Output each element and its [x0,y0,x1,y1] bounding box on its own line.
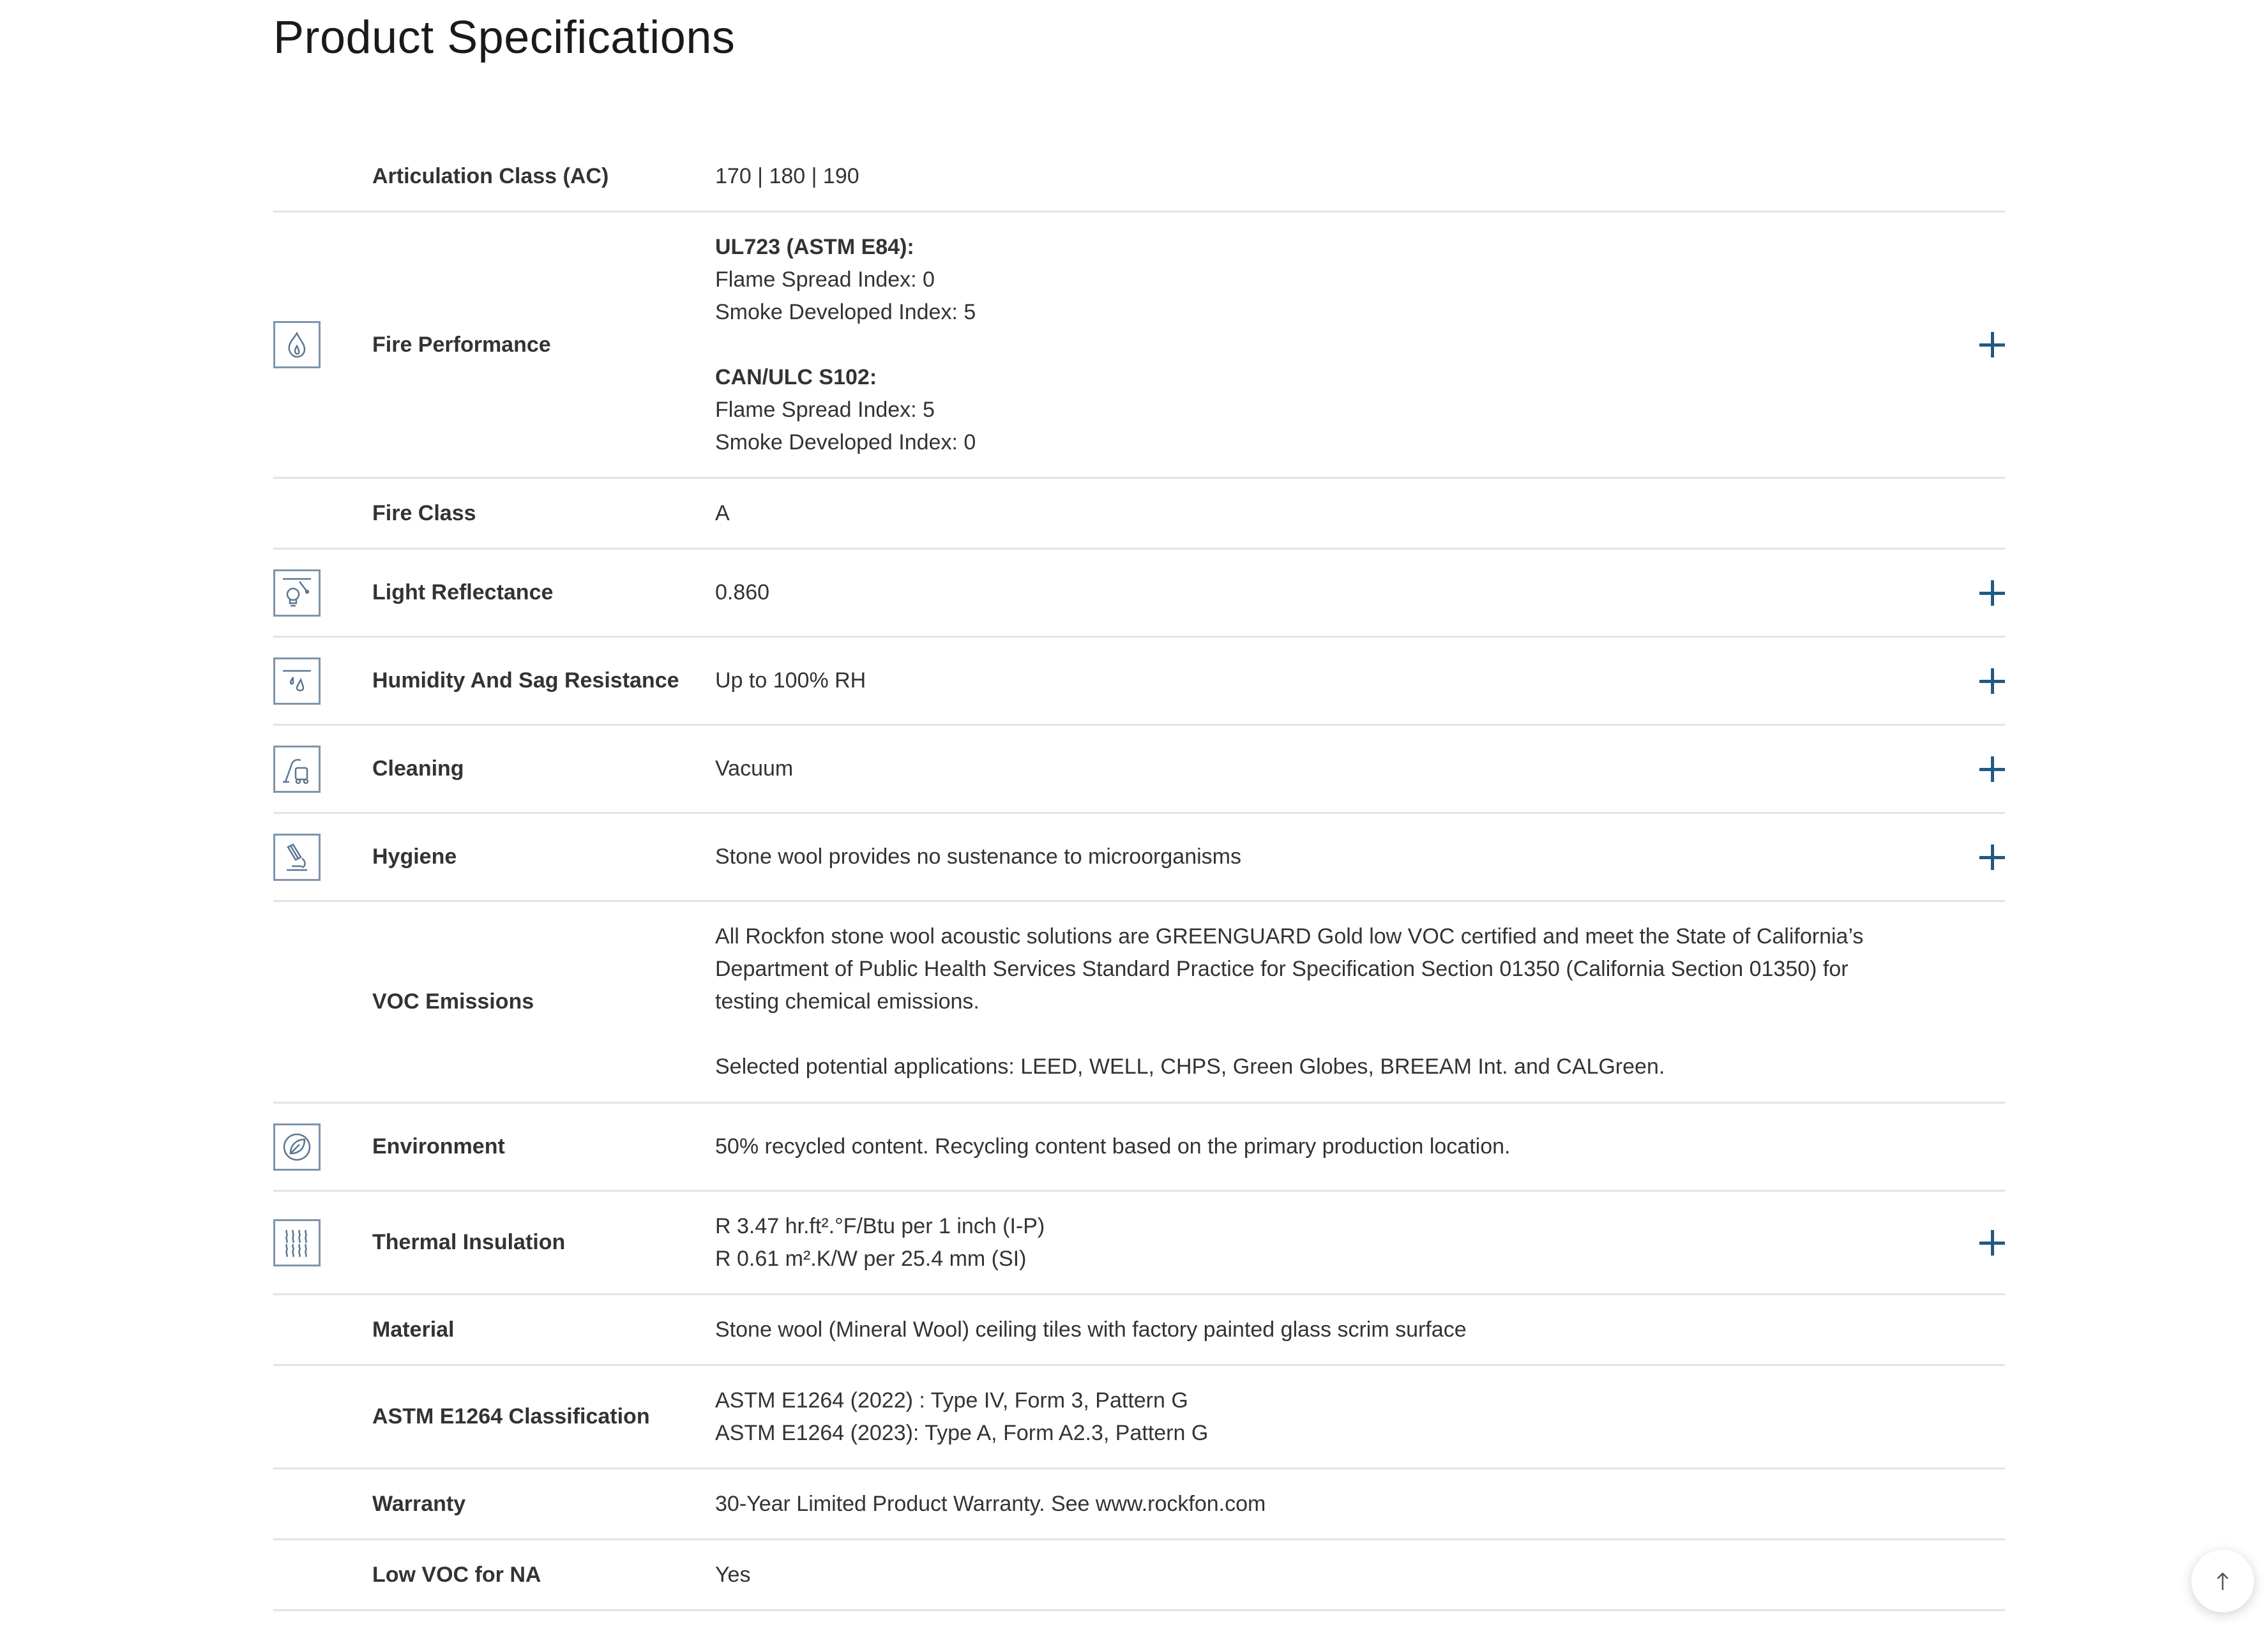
spec-value-line: Flame Spread Index: 5 [715,397,935,422]
droplets-icon [273,657,321,705]
spec-table [273,142,2005,1611]
spec-row-fire-class [273,479,2005,550]
spec-value [715,841,2005,873]
spec-row-voc-emissions [273,902,2005,1104]
spec-value-line: Yes [715,1562,751,1587]
spec-row-cleaning[interactable] [273,726,2005,814]
spec-value-line: R 0.61 m².K/W per 25.4 mm (SI) [715,1246,1027,1271]
spec-label: VOC Emissions [372,989,534,1014]
spec-row-warranty [273,1469,2005,1540]
spec-label: Cleaning [372,756,464,781]
icon-cell [273,1219,372,1266]
lightbulb-icon [273,569,321,617]
spec-value-line: 30-Year Limited Product Warranty. See www.rockfon.com [715,1491,1266,1516]
microscope-icon [273,834,321,881]
spec-value-line: Smoke Developed Index: 5 [715,299,976,324]
spec-label: Thermal Insulation [372,1230,566,1254]
expand-plus-icon[interactable] [1979,1230,2005,1256]
thermal-icon [273,1219,321,1266]
spec-value [715,920,2005,1083]
spec-value [715,576,2005,609]
spec-label: Warranty [372,1491,466,1516]
icon-cell [273,321,372,368]
spec-row-astm-e1264 [273,1366,2005,1469]
spec-value [715,160,2005,193]
spec-value-paragraph: All Rockfon stone wool acoustic solutions are GREENGUARD Gold low VOC certified and meet the State of California’s Department of Public Health Services Standard Practice for Specification Section 01350 (California Section 01350) for testing chemical emissions. [715,924,1864,1014]
spec-row-articulation-class [273,142,2005,213]
spec-value-line: Up to 100% RH [715,668,866,693]
spec-label: Humidity And Sag Resistance [372,668,679,693]
spec-label: Light Reflectance [372,580,554,604]
spec-row-humidity[interactable] [273,638,2005,726]
expand-plus-icon[interactable] [1979,332,2005,357]
spec-label: ASTM E1264 Classification [372,1404,650,1429]
spec-row-low-voc [273,1540,2005,1611]
page-title: Product Specifications [273,12,736,63]
spec-row-fire-performance[interactable] [273,213,2005,479]
spec-value-paragraph: Selected potential applications: LEED, WELL, CHPS, Green Globes, BREEAM Int. and CALGreen. [715,1055,1665,1079]
spec-label: Environment [372,1134,505,1159]
spec-value-line: Flame Spread Index: 0 [715,267,935,292]
flame-icon [273,321,321,368]
spec-value [715,231,2005,459]
spec-value-line: 50% recycled content. Recycling content based on the primary production location. [715,1134,1511,1159]
spec-value-line: Stone wool provides no sustenance to microorganisms [715,845,1241,869]
arrow-up-icon [2210,1568,2235,1594]
scroll-to-top-button[interactable] [2191,1550,2254,1612]
spec-label: Low VOC for NA [372,1562,541,1587]
spec-value [715,497,2005,530]
spec-row-thermal-insulation[interactable] [273,1192,2005,1295]
spec-value-heading: CAN/ULC S102: [715,364,877,389]
spec-value-line: ASTM E1264 (2023): Type A, Form A2.3, Pattern G [715,1420,1209,1445]
spec-row-hygiene[interactable] [273,814,2005,902]
spec-value [715,1130,2005,1163]
icon-cell [273,834,372,881]
spec-value-line: A [715,500,730,525]
spec-value [715,1314,2005,1346]
expand-plus-icon[interactable] [1979,580,2005,606]
icon-cell [273,1123,372,1171]
spec-value-line: Vacuum [715,756,794,781]
spec-value [715,664,2005,697]
expand-plus-icon[interactable] [1979,668,2005,694]
spec-row-environment [273,1104,2005,1192]
spec-label: Hygiene [372,845,457,869]
expand-plus-icon[interactable] [1979,756,2005,782]
spec-value [715,1385,2005,1450]
icon-cell [273,746,372,793]
spec-value-line: R 3.47 hr.ft².°F/Btu per 1 inch (I-P) [715,1213,1045,1238]
spacer [715,329,1928,361]
spacer [715,1018,1890,1051]
spec-value-line: 0.860 [715,580,770,604]
spec-row-light-reflectance[interactable] [273,550,2005,638]
spec-value [715,753,2005,785]
spec-label: Fire Performance [372,332,551,357]
expand-plus-icon[interactable] [1979,845,2005,870]
spec-label: Material [372,1317,455,1342]
spec-value-line: Smoke Developed Index: 0 [715,430,976,454]
spec-value [715,1210,2005,1275]
spec-value-line: Stone wool (Mineral Wool) ceiling tiles with factory painted glass scrim surface [715,1317,1467,1342]
spec-value-line: 170 | 180 | 190 [715,163,859,188]
spec-label: Fire Class [372,500,476,525]
spec-label: Articulation Class (AC) [372,163,609,188]
spec-value-line: ASTM E1264 (2022) : Type IV, Form 3, Pattern G [715,1388,1188,1413]
spec-row-material [273,1295,2005,1366]
spec-value [715,1559,2005,1591]
icon-cell [273,657,372,705]
icon-cell [273,569,372,617]
spec-value [715,1488,2005,1520]
vacuum-icon [273,746,321,793]
leaf-icon [273,1123,321,1171]
spec-value-heading: UL723 (ASTM E84): [715,234,914,259]
